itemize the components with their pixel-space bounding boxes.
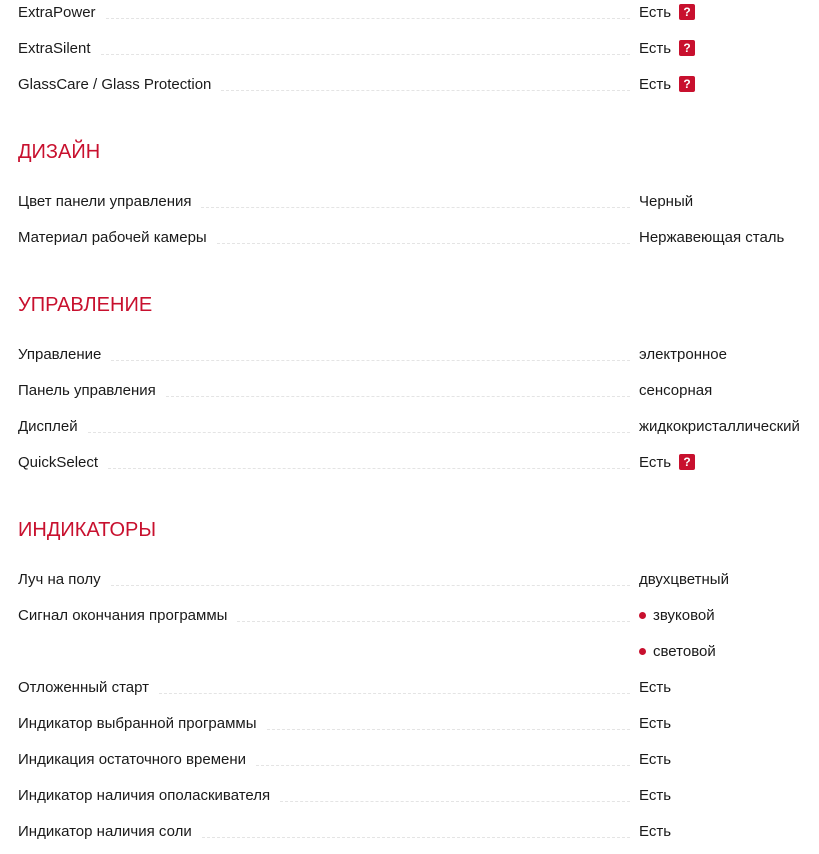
spec-value-text: Есть [639, 786, 672, 804]
dotted-leader [159, 693, 630, 694]
spec-value-text: Есть [639, 750, 672, 768]
spec-row-continuation [0, 633, 819, 669]
dotted-leader [108, 468, 630, 469]
spec-label: Дисплей [18, 418, 88, 435]
spec-value [639, 607, 715, 624]
spec-value [639, 40, 695, 57]
spec-label: QuickSelect [18, 454, 108, 471]
dotted-leader [256, 765, 630, 766]
dotted-leader [221, 90, 630, 91]
spec-value [639, 76, 695, 93]
spec-value [639, 454, 695, 471]
dotted-leader [237, 621, 630, 622]
spec-value-text: Есть [639, 75, 672, 93]
spec-row [0, 183, 819, 219]
dotted-leader [202, 837, 630, 838]
dotted-leader [280, 801, 630, 802]
spec-row [0, 66, 819, 102]
spec-value-text: Есть [639, 822, 672, 840]
spec-label-cell [18, 571, 630, 588]
spec-value [639, 382, 712, 399]
spec-label: Цвет панели управления [18, 193, 201, 210]
spec-value [639, 643, 716, 660]
spec-label-cell [18, 607, 630, 624]
spec-row [0, 561, 819, 597]
spec-label-cell [18, 715, 630, 732]
section-heading: УПРАВЛЕНИЕ [18, 294, 153, 316]
spec-value [639, 346, 727, 363]
dotted-leader [267, 729, 630, 730]
spec-row [0, 777, 819, 813]
spec-label-cell [18, 40, 630, 57]
spec-label-cell [18, 823, 630, 840]
spec-label: Сигнал окончания программы [18, 607, 237, 624]
spec-label: Отложенный старт [18, 679, 159, 696]
spec-value-text: Есть [639, 39, 672, 57]
spec-value [639, 823, 671, 840]
spec-label: Луч на полу [18, 571, 111, 588]
spec-row [0, 741, 819, 777]
section-heading: ИНДИКАТОРЫ [18, 519, 157, 541]
spec-label-cell [18, 679, 630, 696]
bullet-icon [639, 648, 646, 655]
spec-label: ExtraSilent [18, 40, 101, 57]
spec-value-text: жидкокристаллический [639, 417, 800, 435]
spec-label-cell [18, 76, 630, 93]
spec-value-text: двухцветный [639, 570, 729, 588]
spec-value-text: электронное [639, 345, 727, 363]
help-icon[interactable]: ? [679, 40, 695, 56]
spec-value [639, 751, 671, 768]
dotted-leader [101, 54, 630, 55]
spec-label-cell [18, 787, 630, 804]
section-heading: ДИЗАЙН [18, 141, 101, 163]
spec-row [0, 705, 819, 741]
spec-value [639, 229, 784, 246]
bullet-text: световой [653, 642, 716, 660]
spec-value-text: Есть [639, 714, 672, 732]
spec-row [0, 669, 819, 705]
help-icon[interactable]: ? [679, 4, 695, 20]
spec-label: GlassCare / Glass Protection [18, 76, 221, 93]
spec-label: Индикация остаточного времени [18, 751, 256, 768]
bullet-icon [639, 612, 646, 619]
spec-row [0, 219, 819, 255]
dotted-leader [166, 396, 630, 397]
spec-label-cell [18, 454, 630, 471]
spec-label-cell [18, 751, 630, 768]
dotted-leader [111, 585, 630, 586]
bullet-text: звуковой [653, 606, 715, 624]
spec-label: Индикатор наличия соли [18, 823, 202, 840]
dotted-leader [201, 207, 630, 208]
spec-label-cell [18, 229, 630, 246]
spec-label: Индикатор выбранной программы [18, 715, 267, 732]
spec-value-text: сенсорная [639, 381, 713, 399]
spec-row [0, 813, 819, 849]
spec-label-cell [18, 4, 630, 21]
spec-row [0, 372, 819, 408]
spec-label: Материал рабочей камеры [18, 229, 217, 246]
help-icon[interactable]: ? [679, 454, 695, 470]
spec-row [0, 444, 819, 480]
spec-label-cell [18, 418, 630, 435]
spec-row [0, 336, 819, 372]
spec-label-cell [18, 382, 630, 399]
spec-value [639, 193, 693, 210]
help-icon[interactable]: ? [679, 76, 695, 92]
spec-row [0, 30, 819, 66]
spec-value [639, 679, 671, 696]
spec-label: Управление [18, 346, 111, 363]
spec-value-text: Есть [639, 3, 672, 21]
spec-value [639, 4, 695, 21]
spec-label-cell [18, 193, 630, 210]
dotted-leader [217, 243, 630, 244]
spec-label: Панель управления [18, 382, 166, 399]
spec-value-text: Есть [639, 453, 672, 471]
spec-row [0, 597, 819, 633]
dotted-leader [111, 360, 630, 361]
spec-row [0, 0, 819, 30]
spec-row [0, 408, 819, 444]
spec-value [639, 715, 671, 732]
spec-value-text: Нержавеющая сталь [639, 228, 785, 246]
spec-value-text: Есть [639, 678, 672, 696]
spec-value [639, 571, 729, 588]
dotted-leader [106, 18, 630, 19]
spec-value [639, 418, 800, 435]
spec-label-cell [18, 346, 630, 363]
spec-value-text: Черный [639, 192, 694, 210]
spec-label: ExtraPower [18, 4, 106, 21]
spec-label: Индикатор наличия ополаскивателя [18, 787, 280, 804]
dotted-leader [88, 432, 630, 433]
spec-value [639, 787, 671, 804]
